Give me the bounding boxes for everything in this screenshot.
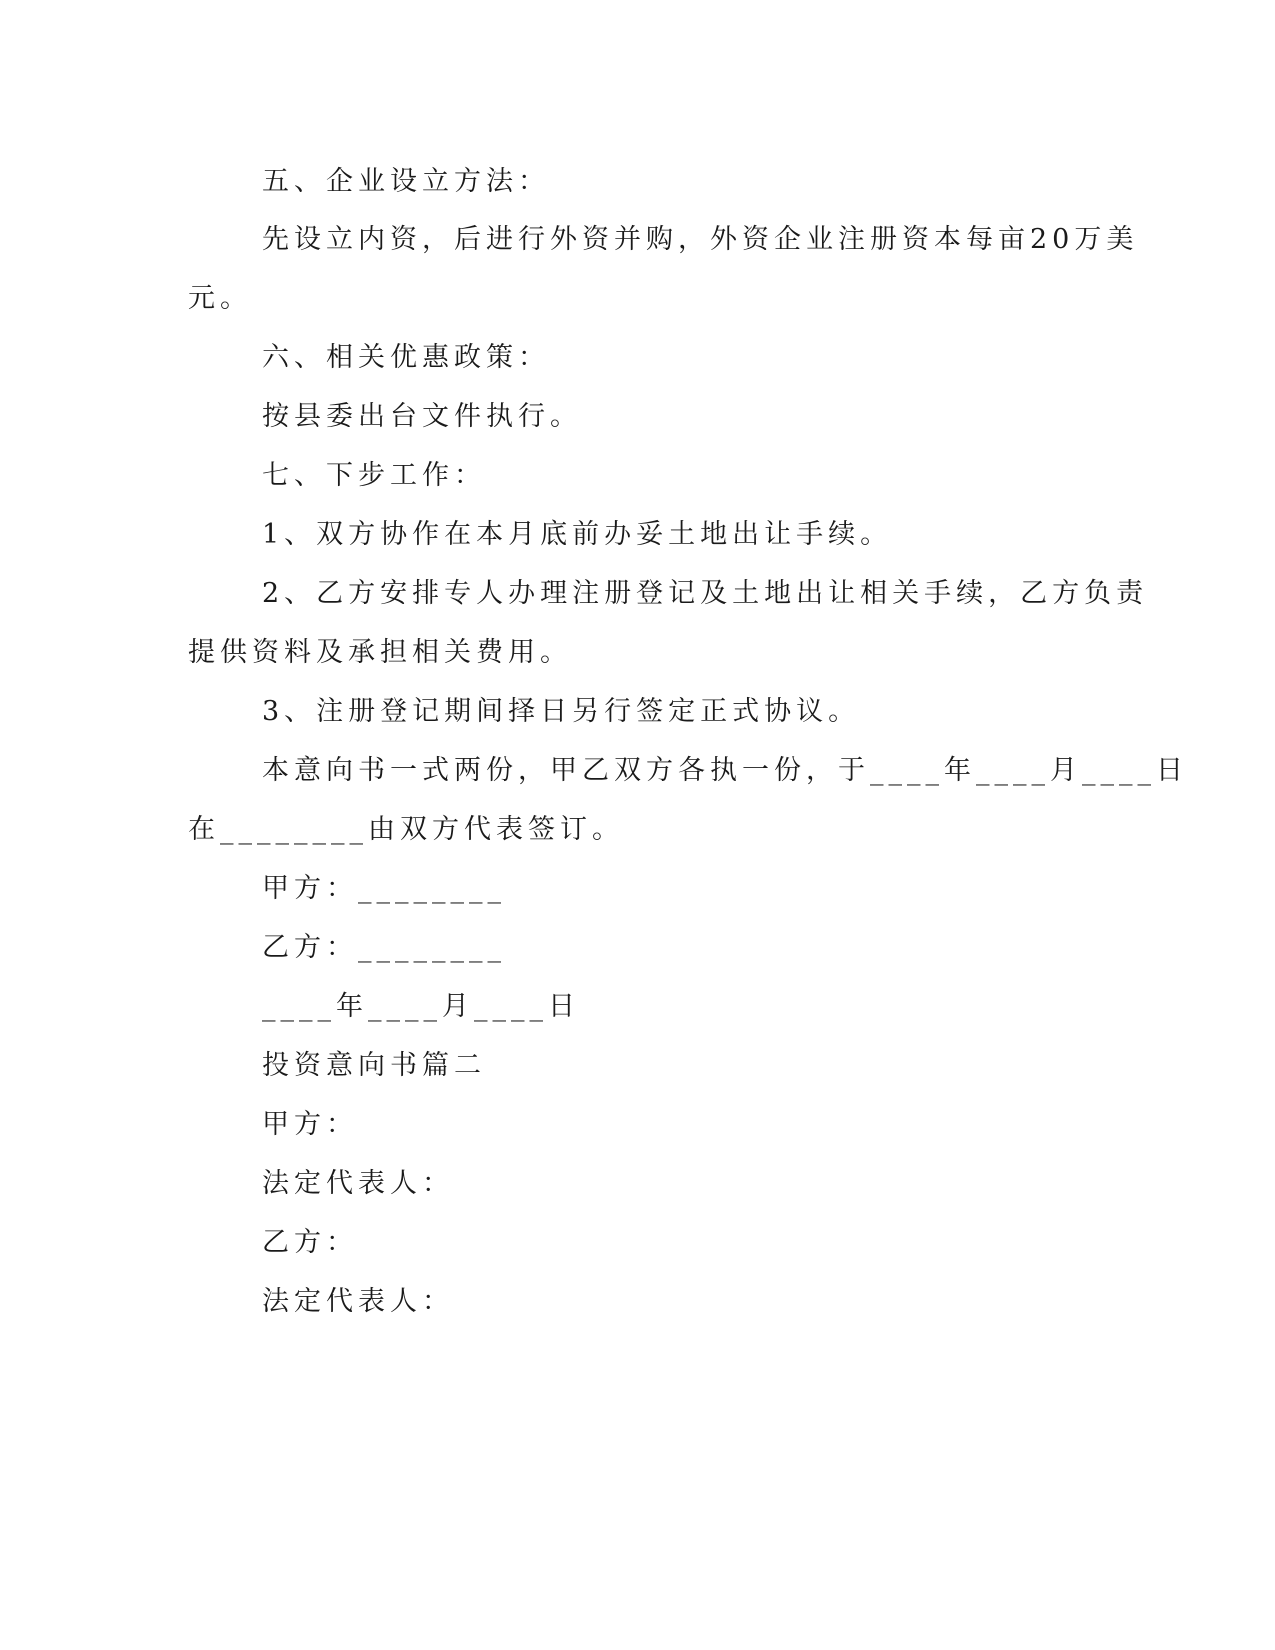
part-2-party-b-representative: 法定代表人： xyxy=(262,1286,454,1317)
section-5-body-line-1: 先设立内资，后进行外资并购，外资企业注册资本每亩20万美 xyxy=(262,224,1139,255)
section-7-item-2-line-1: 2、乙方安排专人办理注册登记及土地出让相关手续，乙方负责 xyxy=(262,578,1149,609)
section-5-heading: 五、企业设立方法： xyxy=(262,166,550,197)
signature-date: ____年____月____日 xyxy=(262,991,580,1022)
part-2-party-a-representative: 法定代表人： xyxy=(262,1168,454,1199)
section-7-item-3: 3、注册登记期间择日另行签定正式协议。 xyxy=(262,696,861,727)
section-6-heading: 六、相关优惠政策： xyxy=(262,342,550,373)
closing-line-2: 在________由双方代表签订。 xyxy=(188,814,624,845)
section-7-heading: 七、下步工作： xyxy=(262,460,486,491)
part-2-title: 投资意向书篇二 xyxy=(262,1050,486,1081)
part-2-party-b: 乙方： xyxy=(262,1227,358,1258)
section-6-body: 按县委出台文件执行。 xyxy=(262,401,582,432)
party-b-signature: 乙方：________ xyxy=(262,932,506,963)
section-5-body-line-2: 元。 xyxy=(188,283,252,314)
section-7-item-2-line-2: 提供资料及承担相关费用。 xyxy=(188,637,572,668)
closing-line-1: 本意向书一式两份，甲乙双方各执一份，于____年____月____日 xyxy=(262,755,1188,786)
party-a-signature: 甲方：________ xyxy=(262,873,506,904)
part-2-party-a: 甲方： xyxy=(262,1109,358,1140)
section-7-item-1: 1、双方协作在本月底前办妥土地出让手续。 xyxy=(262,519,893,550)
